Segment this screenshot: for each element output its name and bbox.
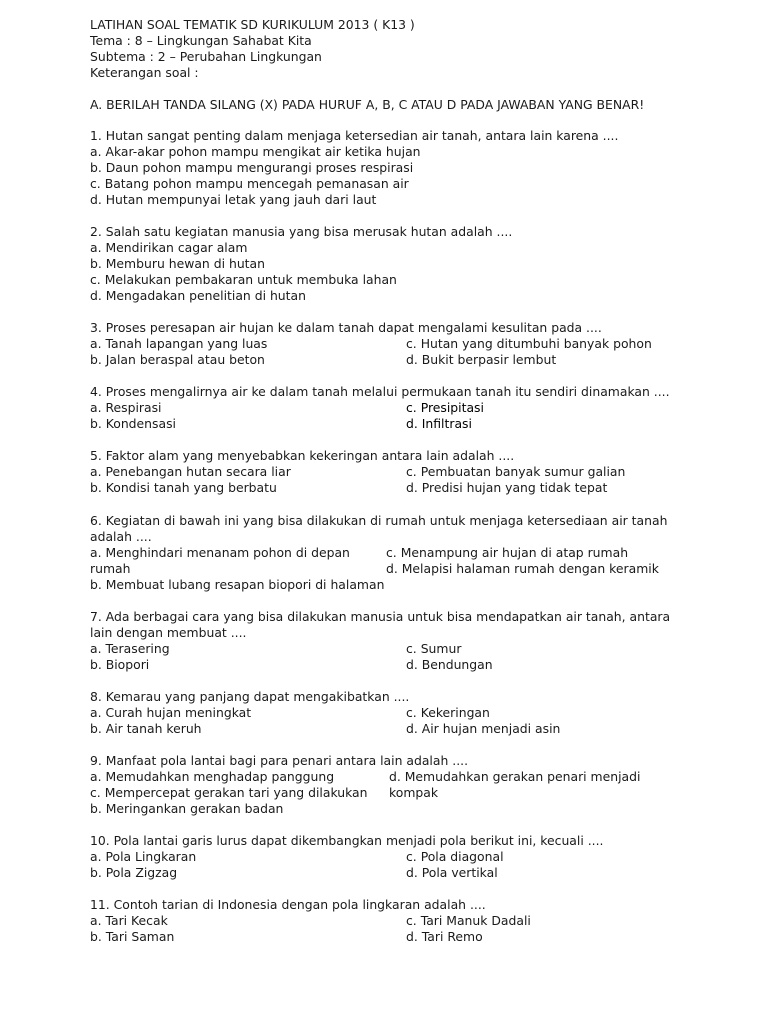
question-2-option-b: b. Memburu hewan di hutan [90,256,265,271]
question-11-option-c: c. Tari Manuk Dadali [406,913,531,928]
question-5-option-a: a. Penebangan hutan secara liar [90,464,291,479]
question-9-option-d: d. Memudahkan gerakan penari menjadi [389,769,641,784]
section-a-instruction: A. BERILAH TANDA SILANG (X) PADA HURUF A, B, C ATAU D PADA JAWABAN YANG BENAR! [90,97,645,112]
question-7-option-c: c. Sumur [406,641,462,656]
question-4-option-a: a. Respirasi [90,400,162,415]
question-1-option-b: b. Daun pohon mampu mengurangi proses respirasi [90,160,414,175]
question-2-option-c: c. Melakukan pembakaran untuk membuka lahan [90,272,397,287]
question-9-option-d-continued: kompak [389,785,439,800]
question-2-option-d: d. Mengadakan penelitian di hutan [90,288,306,303]
question-6-text-line-2: adalah .... [90,529,152,544]
question-7-text-line-2: lain dengan membuat .... [90,625,247,640]
question-2-option-a: a. Mendirikan cagar alam [90,240,248,255]
question-10-option-a: a. Pola Lingkaran [90,849,197,864]
question-8-option-d: d. Air hujan menjadi asin [406,721,561,736]
question-9-option-c: c. Mempercepat gerakan tari yang dilakukan [90,785,368,800]
question-7-option-d: d. Bendungan [406,657,493,672]
question-6-option-a-continued: rumah [90,561,131,576]
question-4-text: 4. Proses mengalirnya air ke dalam tanah melalui permukaan tanah itu sendiri dinamakan .... [90,384,670,399]
question-10-option-b: b. Pola Zigzag [90,865,178,880]
question-1-option-c: c. Batang pohon mampu mencegah pemanasan air [90,176,409,191]
question-7-option-b: b. Biopori [90,657,150,672]
question-3-option-c: c. Hutan yang ditumbuhi banyak pohon [406,336,652,351]
question-6-option-d: d. Melapisi halaman rumah dengan keramik [386,561,659,576]
question-7-option-a: a. Terasering [90,641,170,656]
question-5-option-d: d. Predisi hujan yang tidak tepat [406,480,608,495]
question-4-option-c: c. Presipitasi [406,400,484,415]
question-10-text: 10. Pola lantai garis lurus dapat dikembangkan menjadi pola berikut ini, kecuali .... [90,833,604,848]
question-1-option-a: a. Akar-akar pohon mampu mengikat air ketika hujan [90,144,421,159]
worksheet-title: LATIHAN SOAL TEMATIK SD KURIKULUM 2013 ( K13 ) [90,17,415,32]
question-5-text: 5. Faktor alam yang menyebabkan kekeringan antara lain adalah .... [90,448,515,463]
question-11-option-a: a. Tari Kecak [90,913,168,928]
question-6-option-b: b. Membuat lubang resapan biopori di halaman [90,577,385,592]
question-2-text: 2. Salah satu kegiatan manusia yang bisa merusak hutan adalah .... [90,224,513,239]
question-8-text: 8. Kemarau yang panjang dapat mengakibatkan .... [90,689,410,704]
question-11-text: 11. Contoh tarian di Indonesia dengan pola lingkaran adalah .... [90,897,486,912]
question-5-option-c: c. Pembuatan banyak sumur galian [406,464,626,479]
question-3-option-b: b. Jalan beraspal atau beton [90,352,265,367]
question-3-text: 3. Proses peresapan air hujan ke dalam tanah dapat mengalami kesulitan pada .... [90,320,602,335]
question-9-text: 9. Manfaat pola lantai bagi para penari antara lain adalah .... [90,753,469,768]
question-8-option-b: b. Air tanah keruh [90,721,202,736]
question-6-option-c: c. Menampung air hujan di atap rumah [386,545,629,560]
question-9-option-b: b. Meringankan gerakan badan [90,801,284,816]
tema-line: Tema : 8 – Lingkungan Sahabat Kita [90,33,312,48]
question-1-option-d: d. Hutan mempunyai letak yang jauh dari laut [90,192,377,207]
question-11-option-b: b. Tari Saman [90,929,175,944]
keterangan-line: Keterangan soal : [90,65,199,80]
question-5-option-b: b. Kondisi tanah yang berbatu [90,480,277,495]
question-9-option-a: a. Memudahkan menghadap panggung [90,769,335,784]
question-10-option-c: c. Pola diagonal [406,849,504,864]
question-10-option-d: d. Pola vertikal [406,865,498,880]
question-4-option-b: b. Kondensasi [90,416,176,431]
question-8-option-a: a. Curah hujan meningkat [90,705,252,720]
question-3-option-a: a. Tanah lapangan yang luas [90,336,268,351]
question-4-option-d: d. Infiltrasi [406,416,472,431]
question-1-text: 1. Hutan sangat penting dalam menjaga ketersedian air tanah, antara lain karena .... [90,128,619,143]
question-11-option-d: d. Tari Remo [406,929,483,944]
question-6-text-line-1: 6. Kegiatan di bawah ini yang bisa dilakukan di rumah untuk menjaga ketersediaan air tanah [90,513,668,528]
question-7-text-line-1: 7. Ada berbagai cara yang bisa dilakukan manusia untuk bisa mendapatkan air tanah, antara [90,609,671,624]
question-3-option-d: d. Bukit berpasir lembut [406,352,557,367]
question-8-option-c: c. Kekeringan [406,705,490,720]
question-6-option-a: a. Menghindari menanam pohon di depan [90,545,350,560]
subtema-line: Subtema : 2 – Perubahan Lingkungan [90,49,322,64]
